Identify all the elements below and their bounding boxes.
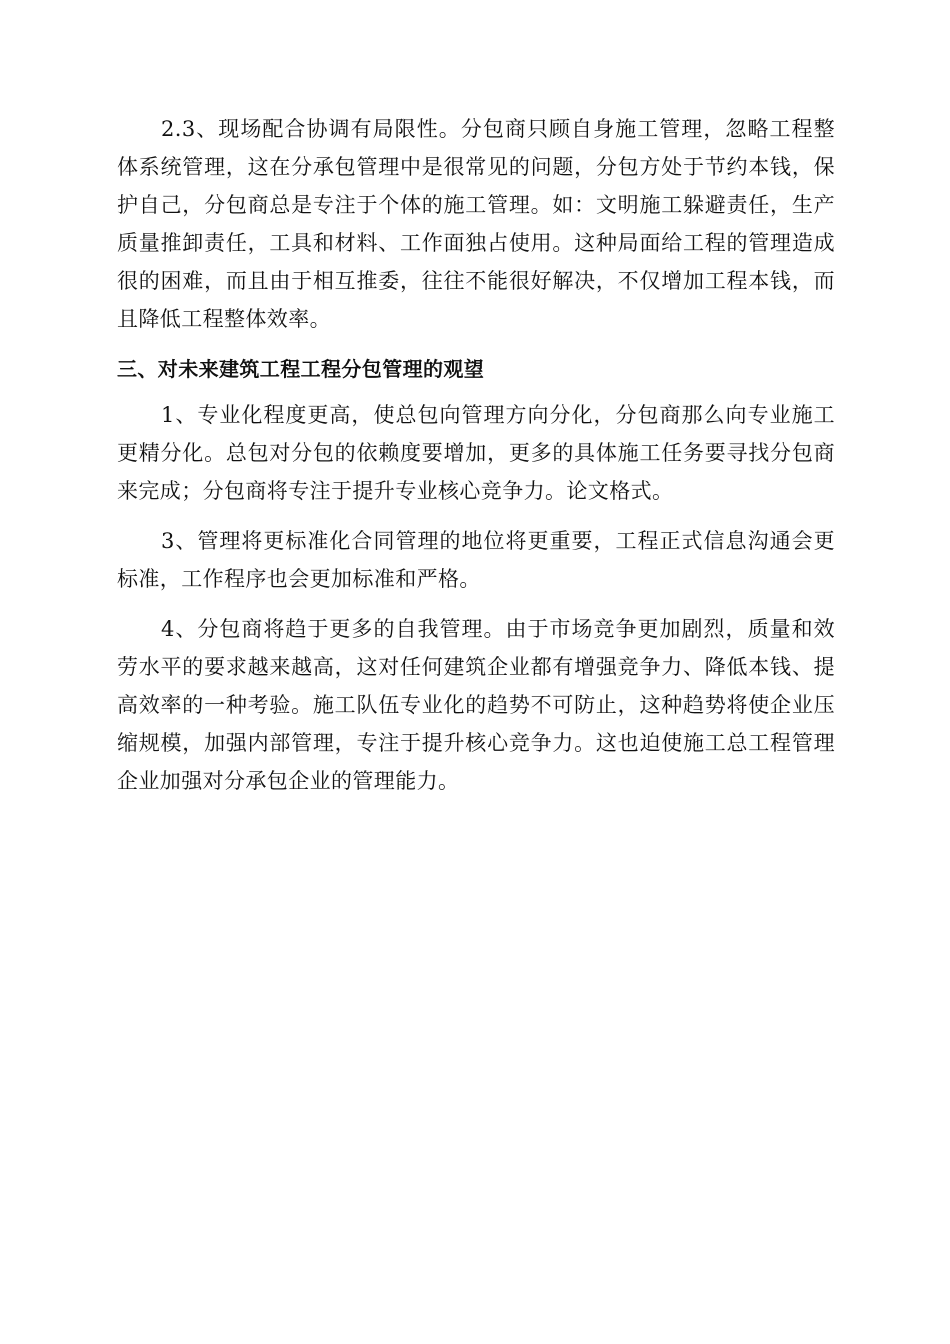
paragraph-2-3: 2.3、现场配合协调有局限性。分包商只顾自身施工管理，忽略工程整体系统管理，这在分承包管理中是很常见的问题，分包方处于节约本钱，保护自己，分包商总是专注于个体的施工管理。如：文明施工躲避责任，生产质量推卸责任，工具和材料、工作面独占使用。这种局面给工程的管理造成很的困难，而且由于相互推委，往往不能很好解决，不仅增加工程本钱，而且降低工程整体效率。: [117, 117, 835, 331]
paragraph-item-1: 1、专业化程度更高，使总包向管理方向分化，分包商那么向专业施工更精分化。总包对分包的依赖度要增加，更多的具体施工任务要寻找分包商来完成；分包商将专注于提升专业核心竞争力。论文格式。: [117, 403, 835, 503]
document-page: [117, 110, 835, 800]
section-heading: 三、对未来建筑工程工程分包管理的观望: [117, 357, 485, 381]
paragraph-item-4: 4、分包商将趋于更多的自我管理。由于市场竞争更加剧烈，质量和效劳水平的要求越来越高，这对任何建筑企业都有增强竞争力、降低本钱、提高效率的一种考验。施工队伍专业化的趋势不可防止，这种趋势将使企业压缩规模，加强内部管理，专注于提升核心竞争力。这也迫使施工总工程管理企业加强对分承包企业的管理能力。: [117, 617, 835, 793]
paragraph-item-3: 3、管理将更标准化合同管理的地位将更重要，工程正式信息沟通会更标准，工作程序也会更加标准和严格。: [117, 529, 835, 591]
